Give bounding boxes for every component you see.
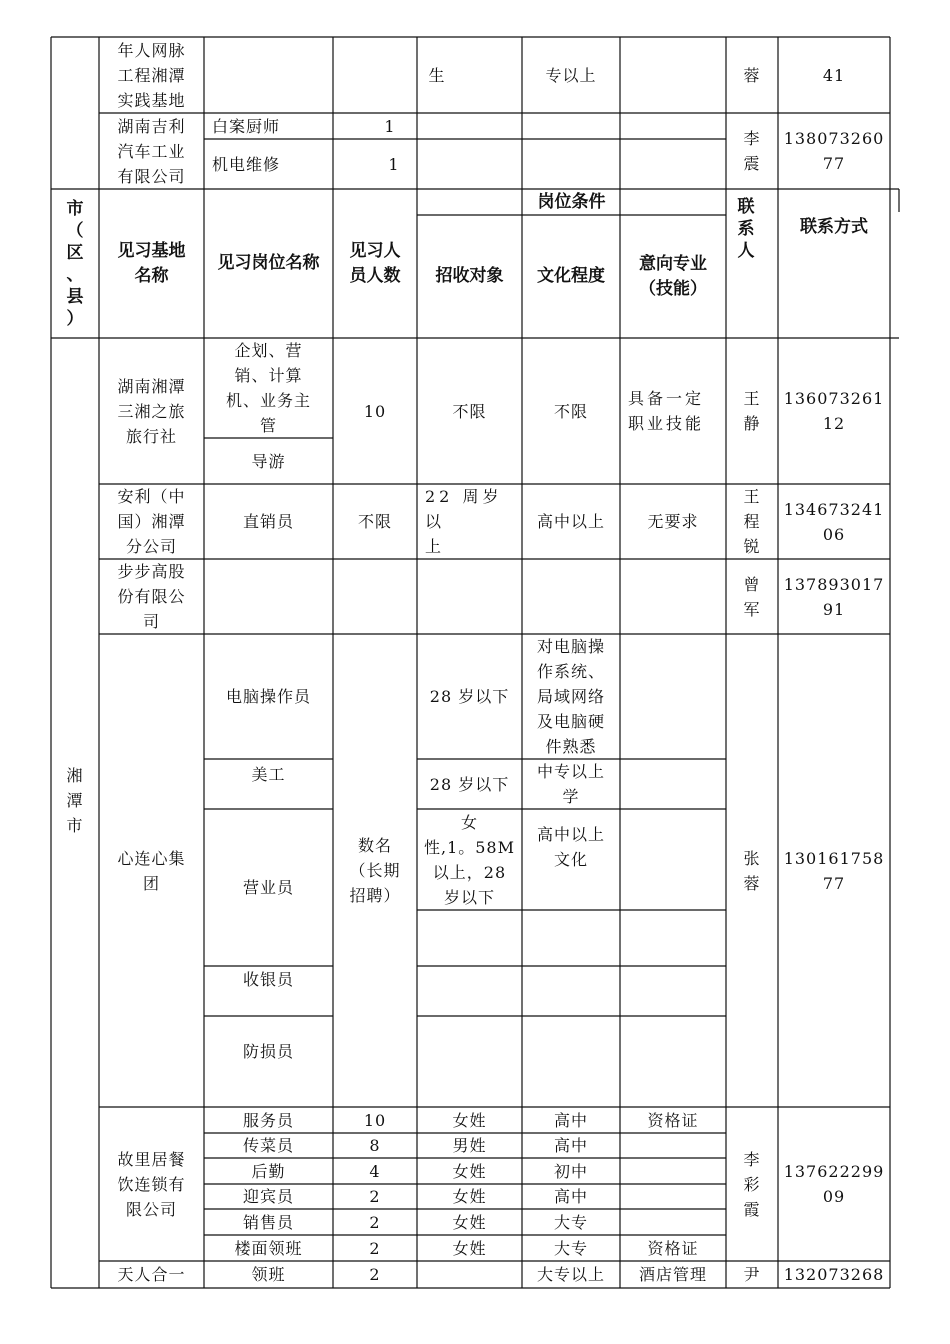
r4-position-1: 电脑操作员 bbox=[225, 687, 311, 706]
r5-item-position: 楼面领班 bbox=[234, 1238, 303, 1258]
top-row2-position-1: 白案厨师 bbox=[212, 116, 281, 136]
r6-count: 2 bbox=[369, 1265, 381, 1284]
top-row2-base: 湖南吉利 汽车工业 有限公司 bbox=[117, 116, 186, 186]
r5-item-education: 高中 bbox=[553, 1110, 588, 1130]
header-target: 招收对象 bbox=[435, 266, 504, 286]
r1-major: 具备一定 职业技能 bbox=[628, 389, 705, 433]
r5-item-position: 传菜员 bbox=[242, 1136, 294, 1155]
header-count: 见习人 员人数 bbox=[349, 240, 401, 286]
r1-contact: 王 静 bbox=[743, 389, 761, 433]
r5-item-count: 8 bbox=[369, 1136, 381, 1155]
r5-item-education: 初中 bbox=[553, 1161, 588, 1181]
r5-item-education: 大专 bbox=[553, 1212, 588, 1232]
r4-base: 心连心集 团 bbox=[117, 848, 186, 893]
r6-position: 领班 bbox=[251, 1265, 286, 1284]
r5-item-education: 大专 bbox=[553, 1238, 588, 1258]
r1-phone: 136073261 12 bbox=[783, 389, 885, 433]
r1-count: 10 bbox=[363, 401, 387, 421]
r4-position-3: 营业员 bbox=[242, 878, 294, 897]
r5-item-target: 男姓 bbox=[452, 1136, 487, 1155]
top-row1-education: 专以上 bbox=[545, 65, 597, 85]
r5-item-major: 资格证 bbox=[647, 1238, 699, 1258]
r1-target: 不限 bbox=[452, 401, 487, 421]
r5-item-target: 女姓 bbox=[452, 1187, 487, 1206]
r2-position: 直销员 bbox=[242, 512, 294, 531]
r4-contact: 张 蓉 bbox=[743, 848, 761, 893]
r1-position-2: 导游 bbox=[251, 451, 286, 471]
r6-major: 酒店管理 bbox=[638, 1265, 707, 1284]
r5-item-target: 女姓 bbox=[452, 1110, 487, 1130]
header-contact: 联 系 人 bbox=[737, 197, 755, 261]
r4-count: 数名 （长期 招聘） bbox=[349, 836, 401, 905]
r4-education-1: 对电脑操 作系统、 局域网络 及电脑硬 件熟悉 bbox=[536, 637, 605, 756]
header-conditions: 岗位条件 bbox=[537, 191, 606, 212]
top-row1-phone: 41 bbox=[822, 65, 846, 85]
top-row2-phone: 138073260 77 bbox=[783, 129, 885, 173]
top-row1-contact: 蓉 bbox=[743, 65, 761, 85]
r3-contact: 曾 军 bbox=[743, 574, 761, 619]
city-cell: 湘 潭 市 bbox=[66, 765, 84, 835]
r5-item-count: 2 bbox=[369, 1212, 381, 1232]
r2-target: 22 周岁以 上 bbox=[425, 487, 503, 556]
r5-item-education: 高中 bbox=[553, 1136, 588, 1155]
r4-education-2: 中专以上 学 bbox=[536, 762, 605, 806]
r2-base: 安利（中 国）湘潭 分公司 bbox=[117, 487, 186, 556]
r1-education: 不限 bbox=[553, 401, 588, 421]
r1-position-1: 企划、营 销、计算 机、业务主 管 bbox=[225, 341, 311, 435]
r5-item-position: 迎宾员 bbox=[242, 1187, 294, 1206]
r1-base: 湖南湘潭 三湘之旅 旅行社 bbox=[117, 376, 186, 446]
r3-base: 步步高股 份有限公 司 bbox=[117, 562, 186, 631]
header-base: 见习基地 名称 bbox=[117, 240, 186, 286]
r2-major: 无要求 bbox=[647, 512, 699, 531]
top-row2-contact: 李 震 bbox=[743, 129, 761, 173]
r3-phone: 137893017 91 bbox=[783, 574, 885, 619]
r4-position-4: 收银员 bbox=[242, 969, 294, 989]
header-city: 市 （ 区 、 县 ） bbox=[66, 198, 84, 329]
header-position: 见习岗位名称 bbox=[217, 253, 320, 273]
header-major: 意向专业 （技能） bbox=[639, 253, 707, 299]
r4-position-2: 美工 bbox=[251, 764, 286, 784]
r2-contact: 王 程 锐 bbox=[743, 487, 761, 556]
top-row2-count-1: 1 bbox=[384, 116, 396, 136]
r5-item-count: 2 bbox=[369, 1238, 381, 1258]
r2-count: 不限 bbox=[357, 512, 392, 531]
r5-item-count: 2 bbox=[369, 1187, 381, 1206]
r6-education: 大专以上 bbox=[536, 1265, 605, 1284]
r5-item-education: 高中 bbox=[553, 1187, 588, 1206]
header-phone: 联系方式 bbox=[800, 216, 868, 237]
r5-base: 故里居餐 饮连锁有 限公司 bbox=[117, 1149, 186, 1219]
r4-education-3: 高中以上 文化 bbox=[536, 825, 605, 869]
r4-target-2: 28 岁以下 bbox=[429, 774, 510, 794]
r5-contact: 李 彩 霞 bbox=[743, 1149, 761, 1219]
r6-contact: 尹 bbox=[743, 1265, 761, 1284]
r5-item-target: 女姓 bbox=[452, 1238, 487, 1258]
r5-item-position: 服务员 bbox=[242, 1110, 294, 1130]
r6-base: 天人合一 bbox=[117, 1265, 186, 1284]
top-row1-target: 生 bbox=[428, 65, 446, 85]
r5-item-count: 4 bbox=[369, 1161, 381, 1181]
r5-phone: 137622299 09 bbox=[783, 1162, 885, 1206]
r2-education: 高中以上 bbox=[536, 512, 605, 531]
r4-phone: 130161758 77 bbox=[783, 848, 885, 893]
header-education: 文化程度 bbox=[537, 266, 605, 286]
r4-target-1: 28 岁以下 bbox=[429, 687, 510, 706]
r5-item-position: 销售员 bbox=[242, 1212, 294, 1232]
r5-item-count: 10 bbox=[363, 1110, 387, 1130]
r4-target-3: 女 性,1。58M 以上，28 岁以下 bbox=[423, 812, 515, 907]
top-row2-count-2: 1 bbox=[388, 154, 400, 174]
top-row1-base: 年人网脉 工程湘潭 实践基地 bbox=[117, 40, 186, 110]
r5-item-target: 女姓 bbox=[452, 1161, 487, 1181]
r6-phone: 132073268 bbox=[783, 1265, 885, 1284]
top-row2-position-2: 机电维修 bbox=[212, 154, 281, 174]
r5-item-position: 后勤 bbox=[251, 1161, 286, 1181]
r2-phone: 134673241 06 bbox=[783, 499, 885, 544]
r4-position-5: 防损员 bbox=[242, 1041, 294, 1061]
r5-item-major: 资格证 bbox=[647, 1110, 699, 1130]
r5-item-target: 女姓 bbox=[452, 1212, 487, 1232]
